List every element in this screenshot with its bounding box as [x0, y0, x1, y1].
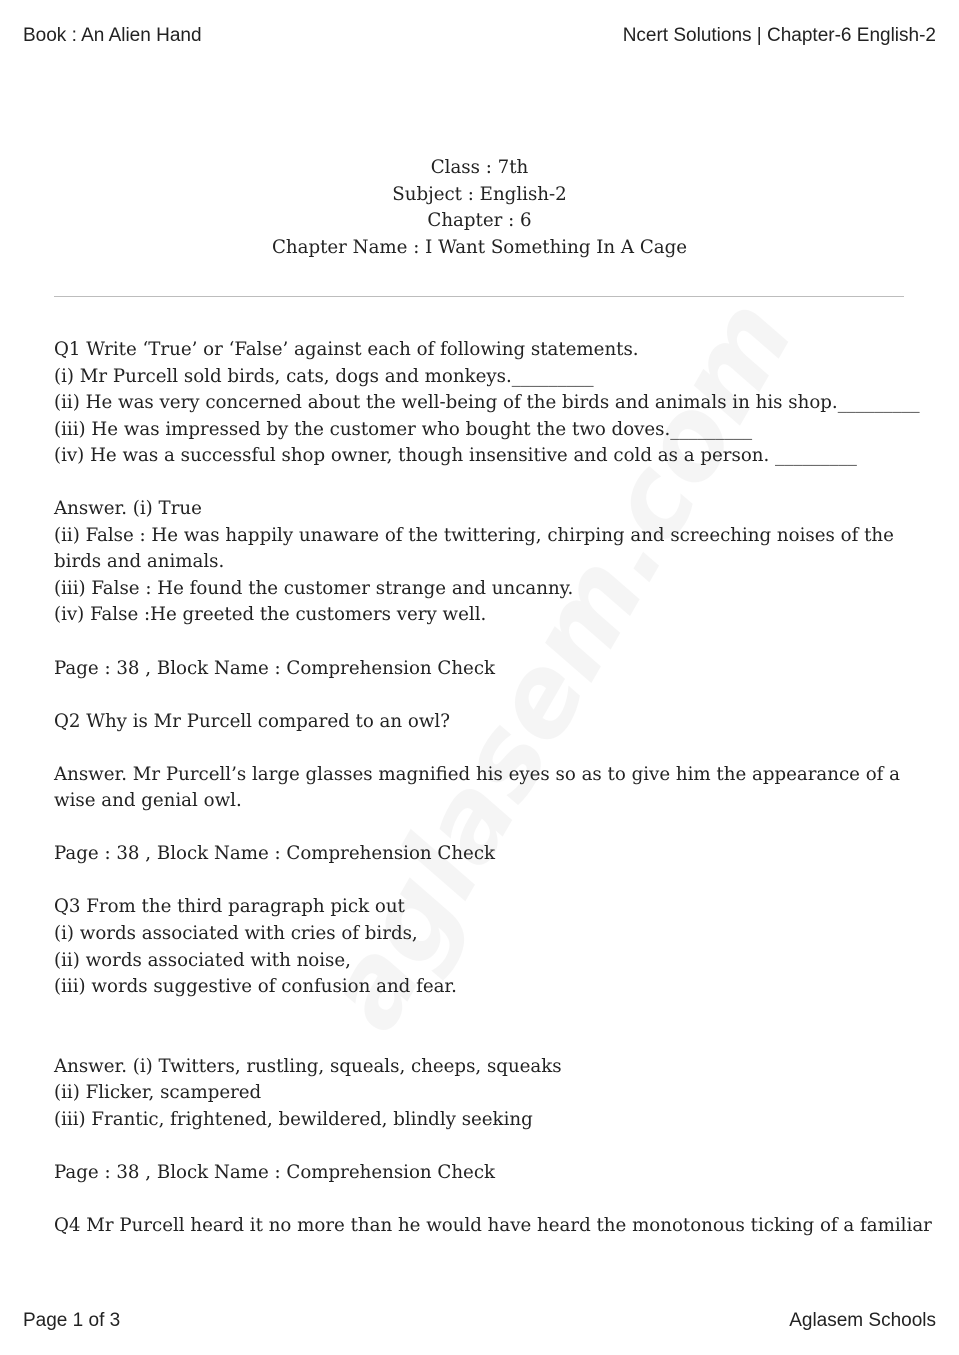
footer-publisher: Aglasem Schools: [789, 1310, 936, 1331]
q3-answer: (ii) Flicker, scampered: [54, 1082, 262, 1104]
q1-item: (ii) He was very concerned about the well-being of the birds and animals in his shop._________: [54, 392, 920, 414]
page-number: Page 1 of 3: [23, 1310, 121, 1331]
q1-answer: Answer. (i) True: [54, 498, 202, 520]
q1-item: (iii) He was impressed by the customer who bought the two doves._________: [54, 418, 753, 440]
q2-question: Q2 Why is Mr Purcell compared to an owl?: [54, 710, 450, 732]
header-series-title: Ncert Solutions | Chapter-6 English-2: [622, 25, 936, 46]
divider: [54, 296, 904, 297]
q4-question: Q4 Mr Purcell heard it no more than he would have heard the monotonous ticking of a familiar: [54, 1215, 932, 1237]
q1-item: (i) Mr Purcell sold birds, cats, dogs and monkeys._________: [54, 365, 594, 387]
q1-answer: (iii) False : He found the customer strange and uncanny.: [54, 577, 574, 599]
q3-answer: Answer. (i) Twitters, rustling, squeals, cheeps, squeaks: [54, 1055, 562, 1077]
q1-question: Q1 Write ‘True’ or ‘False’ against each of following statements.: [54, 339, 639, 360]
chapter-line: Chapter : 6: [427, 210, 532, 232]
subject-line: Subject : English-2: [392, 183, 567, 205]
q3-item: (iii) words suggestive of confusion and fear.: [54, 976, 457, 998]
q3-item: (ii) words associated with noise,: [54, 949, 351, 971]
class-line: Class : 7th: [430, 157, 529, 178]
title-block: [0, 155, 959, 261]
q2-answer: Answer. Mr Purcell’s large glasses magnified his eyes so as to give him the appearance of a wise and genial owl.: [54, 763, 901, 812]
q2-page-ref: Page : 38 , Block Name : Comprehension Check: [54, 843, 496, 865]
q1-item: (iv) He was a successful shop owner, though insensitive and cold as a person. _________: [54, 445, 857, 467]
q1-answer: (ii) False : He was happily unaware of the twittering, chirping and screeching noises of the birds and animals.: [54, 524, 894, 573]
q1-answer: (iv) False :He greeted the customers very well.: [54, 604, 487, 626]
header-book-title: Book : An Alien Hand: [23, 25, 202, 46]
document-body: [54, 337, 932, 1240]
q3-answer: (iii) Frantic, frightened, bewildered, blindly seeking: [54, 1108, 533, 1130]
q3-question: Q3 From the third paragraph pick out: [54, 896, 405, 918]
q3-item: (i) words associated with cries of birds,: [54, 923, 418, 945]
q1-page-ref: Page : 38 , Block Name : Comprehension Check: [54, 657, 496, 679]
q3-page-ref: Page : 38 , Block Name : Comprehension Check: [54, 1161, 496, 1183]
chapter-name-line: Chapter Name : I Want Something In A Cage: [272, 236, 687, 258]
